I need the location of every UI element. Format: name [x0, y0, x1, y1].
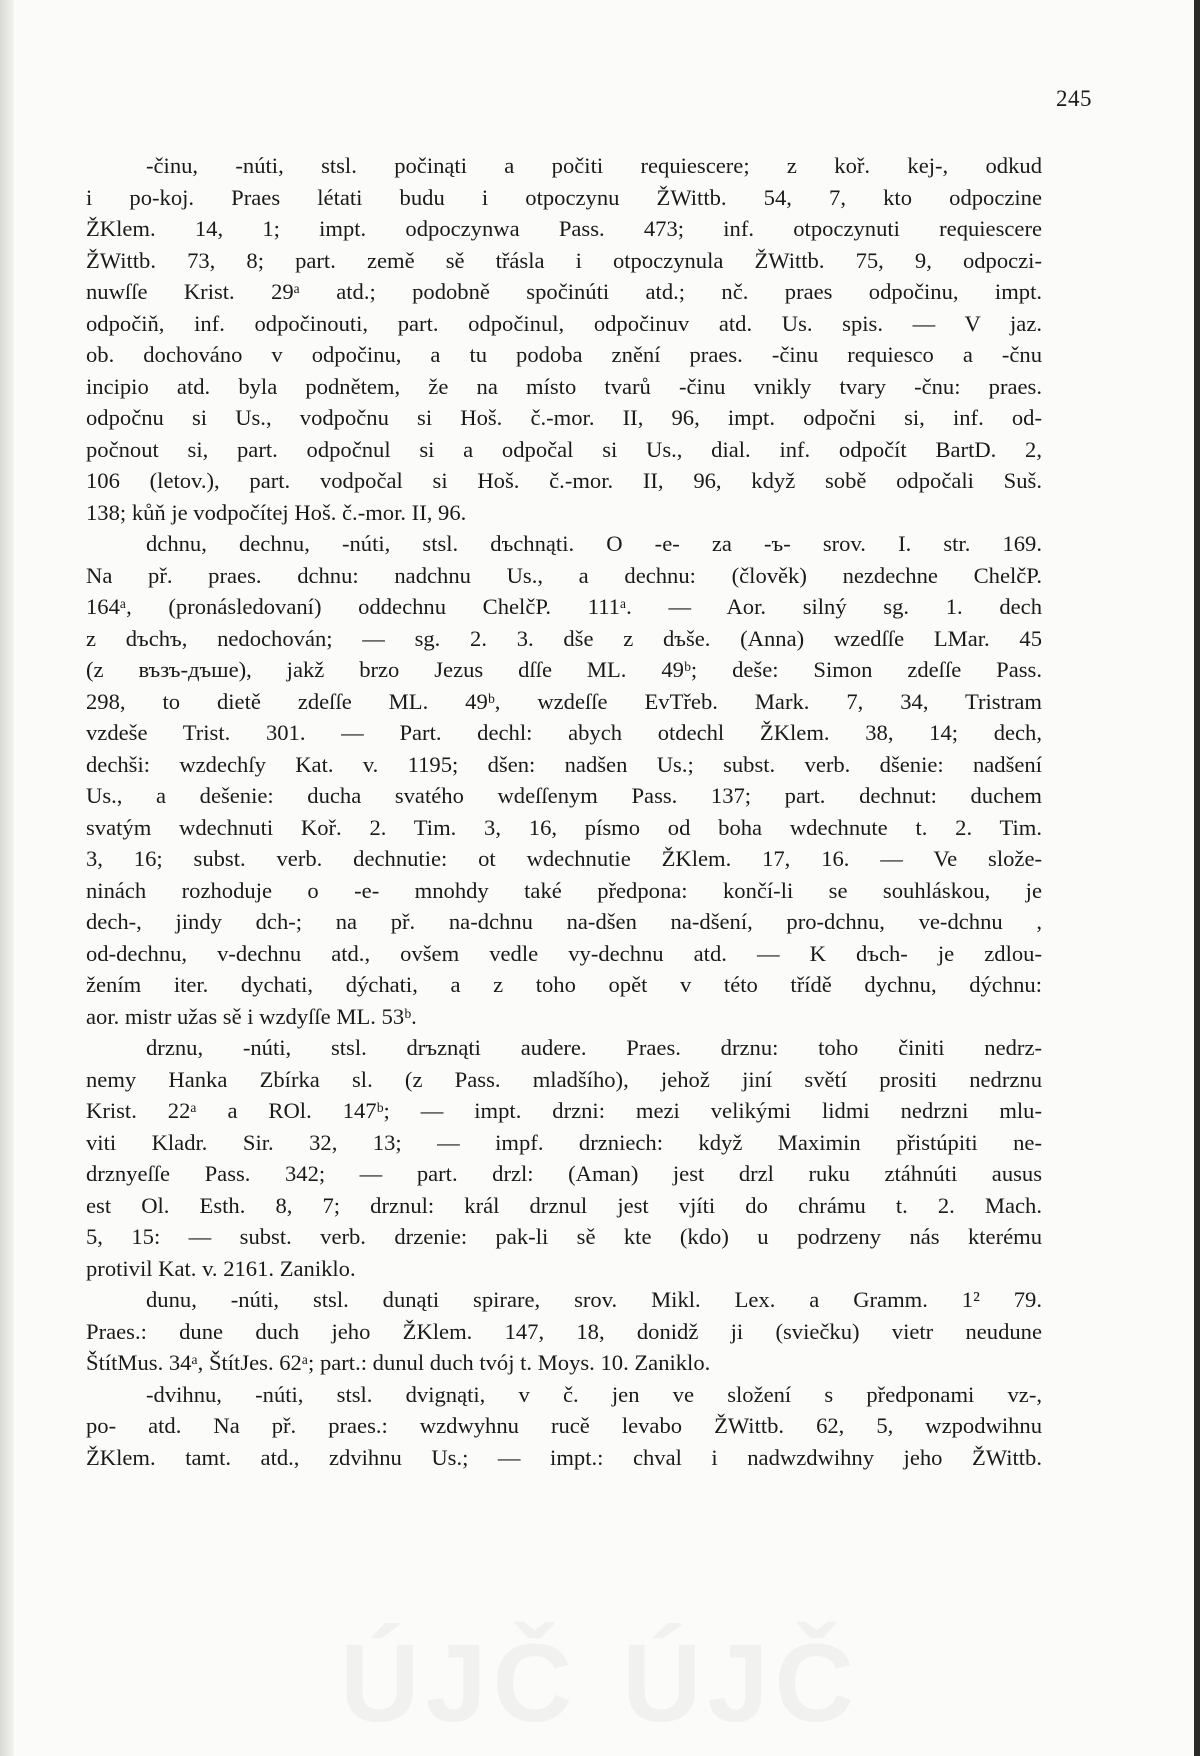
text-line: vzdeše Trist. 301. — Part. dechl: abych otdechl ŽKlem. 38, 14; dech, — [86, 720, 1042, 745]
text-line: žením iter. dychati, dýchati, a z toho opět v této třídě dychnu, dýchnu: — [86, 972, 1042, 997]
text-line: nemy Hanka Zbírka sl. (z Pass. mladšího), jehož jiní světí prositi nedrznu — [86, 1066, 1042, 1092]
text-line: i po-koj. Praes létati budu i otpoczynu ŽWittb. 54, 7, kto odpoczine — [86, 184, 1042, 210]
text-line: ŽWittb. 73, 8; part. země sě třásla i otpoczynula ŽWittb. 75, 9, odpoczi- — [86, 247, 1042, 273]
text-line: 138; kůň je vodpočítej Hoš. č.-mor. II, 96. — [86, 499, 467, 525]
text-line: dchnu, dechnu, -núti, stsl. dъchnąti. O -e- za -ъ- srov. I. str. 169. — [146, 531, 1042, 556]
text-line: 3, 16; subst. verb. dechnutie: ot wdechnutie ŽKlem. 17, 16. — Ve slože- — [86, 846, 1042, 871]
text-line: dechši: wzdechſy Kat. v. 1195; dšen: nadšen Us.; subst. verb. dšenie: nadšení — [86, 751, 1042, 777]
text-line: nuwſſe Krist. 29ᵃ atd.; podobně spočinúti atd.; nč. praes odpočinu, impt. — [86, 279, 1042, 304]
text-line: est Ol. Esth. 8, 7; drznul: král drznul jest vjíti do chrámu t. 2. Mach. — [86, 1192, 1042, 1218]
text-line: incipio atd. byla podnětem, že na místo tvarů -činu vnikly tvary -čnu: praes. — [86, 373, 1042, 399]
text-line: dech-, jindy dch-; na př. na-dchnu na-dšen na-dšení, pro-dchnu, ve-dchnu , — [86, 909, 1042, 934]
text-line: ŽKlem. tamt. atd., zdvihnu Us.; — impt.: chval i nadwzdwihny jeho ŽWittb. — [86, 1444, 1042, 1470]
watermark-text: ÚJČ — [621, 1622, 860, 1745]
watermark-text: ÚJČ — [340, 1622, 579, 1745]
text-line: -činu, -núti, stsl. počinąti a počiti requiescere; z koř. kej-, odkud — [146, 153, 1042, 178]
text-line: počnout si, part. odpočnul si a odpočal si Us., dial. inf. odpočít BartD. 2, — [86, 436, 1042, 462]
dictionary-text — [86, 150, 1042, 1473]
watermark — [340, 1620, 860, 1747]
text-line: 298, to dietě zdeſſe ML. 49ᵇ, wzdeſſe EvTřeb. Mark. 7, 34, Tristram — [86, 688, 1042, 714]
text-line: z dъchъ, nedochován; — sg. 2. 3. dše z dъše. (Anna) wzedſſe LMar. 45 — [86, 625, 1042, 651]
page-spine-shadow — [0, 0, 14, 1756]
text-line: ŠtítMus. 34ᵃ, ŠtítJes. 62ᵃ; part.: dunul duch tvój t. Moys. 10. Zaniklo. — [86, 1350, 711, 1375]
text-line: ob. dochováno v odpočinu, a tu podoba znění praes. -činu requiesco a -čnu — [86, 342, 1042, 367]
text-line: od-dechnu, v-dechnu atd., ovšem vedle vy-dechnu atd. — K dъch- je zdlou- — [86, 940, 1042, 966]
text-line: -dvihnu, -núti, stsl. dvignąti, v č. jen ve složení s předponami vz-, — [146, 1381, 1042, 1407]
text-line: aor. mistr užas sě i wzdyſſe ML. 53ᵇ. — [86, 1003, 417, 1029]
text-line: protivil Kat. v. 2161. Zaniklo. — [86, 1255, 356, 1281]
text-line: dunu, -núti, stsl. dunąti spirare, srov. Mikl. Lex. a Gramm. 1² 79. — [146, 1287, 1042, 1312]
text-line: ninách rozhoduje o -e- mnohdy také předpona: končí-li se souhláskou, je — [86, 877, 1042, 903]
text-line: odpočnu si Us., vodpočnu si Hoš. č.-mor. II, 96, impt. odpočni si, inf. od- — [86, 405, 1042, 430]
text-line: Praes.: dune duch jeho ŽKlem. 147, 18, donidž ji (sviečku) vietr neudune — [86, 1318, 1042, 1344]
text-line: 5, 15: — subst. verb. drzenie: pak-li sě kte (kdo) u podrzeny nás kterému — [86, 1224, 1042, 1249]
text-line: (z възъ-дъше), jakž brzo Jezus dſſe ML. 49ᵇ; deše: Simon zdeſſe Pass. — [86, 657, 1042, 682]
text-line: drznyeſſe Pass. 342; — part. drzl: (Aman) jest drzl ruku ztáhnúti ausus — [86, 1161, 1042, 1186]
text-line: odpočiň, inf. odpočinouti, part. odpočinul, odpočinuv atd. Us. spis. — V jaz. — [86, 310, 1042, 336]
page-number: 245 — [1056, 86, 1092, 111]
page-edge — [1194, 0, 1200, 1756]
text-line: 164ᵃ, (pronásledovaní) oddechnu ChelčP. 111ᵃ. — Aor. silný sg. 1. dech — [86, 594, 1042, 619]
text-line: 106 (letov.), part. vodpočal si Hoš. č.-mor. II, 96, když sobě odpočali Suš. — [86, 468, 1042, 493]
text-line: ŽKlem. 14, 1; impt. odpoczynwa Pass. 473; inf. otpoczynuti requiescere — [86, 216, 1042, 241]
text-line: Na př. praes. dchnu: nadchnu Us., a dechnu: (člověk) nezdechne ChelčP. — [86, 562, 1042, 588]
text-line: Us., a dešenie: ducha svatého wdeſſenym Pass. 137; part. dechnut: duchem — [86, 783, 1042, 808]
text-line: po- atd. Na př. praes.: wzdwyhnu rucě levabo ŽWittb. 62, 5, wzpodwihnu — [86, 1413, 1042, 1438]
text-line: Krist. 22ᵃ a ROl. 147ᵇ; — impt. drzni: mezi velikými lidmi nedrzni mlu- — [86, 1098, 1042, 1123]
text-line: svatým wdechnuti Koř. 2. Tim. 3, 16, písmo od boha wdechnute t. 2. Tim. — [86, 814, 1042, 840]
text-line: drznu, -núti, stsl. drъznąti audere. Praes. drznu: toho činiti nedrz- — [146, 1035, 1042, 1060]
text-line: viti Kladr. Sir. 32, 13; — impf. drzniech: když Maximin přistúpiti ne- — [86, 1129, 1042, 1155]
